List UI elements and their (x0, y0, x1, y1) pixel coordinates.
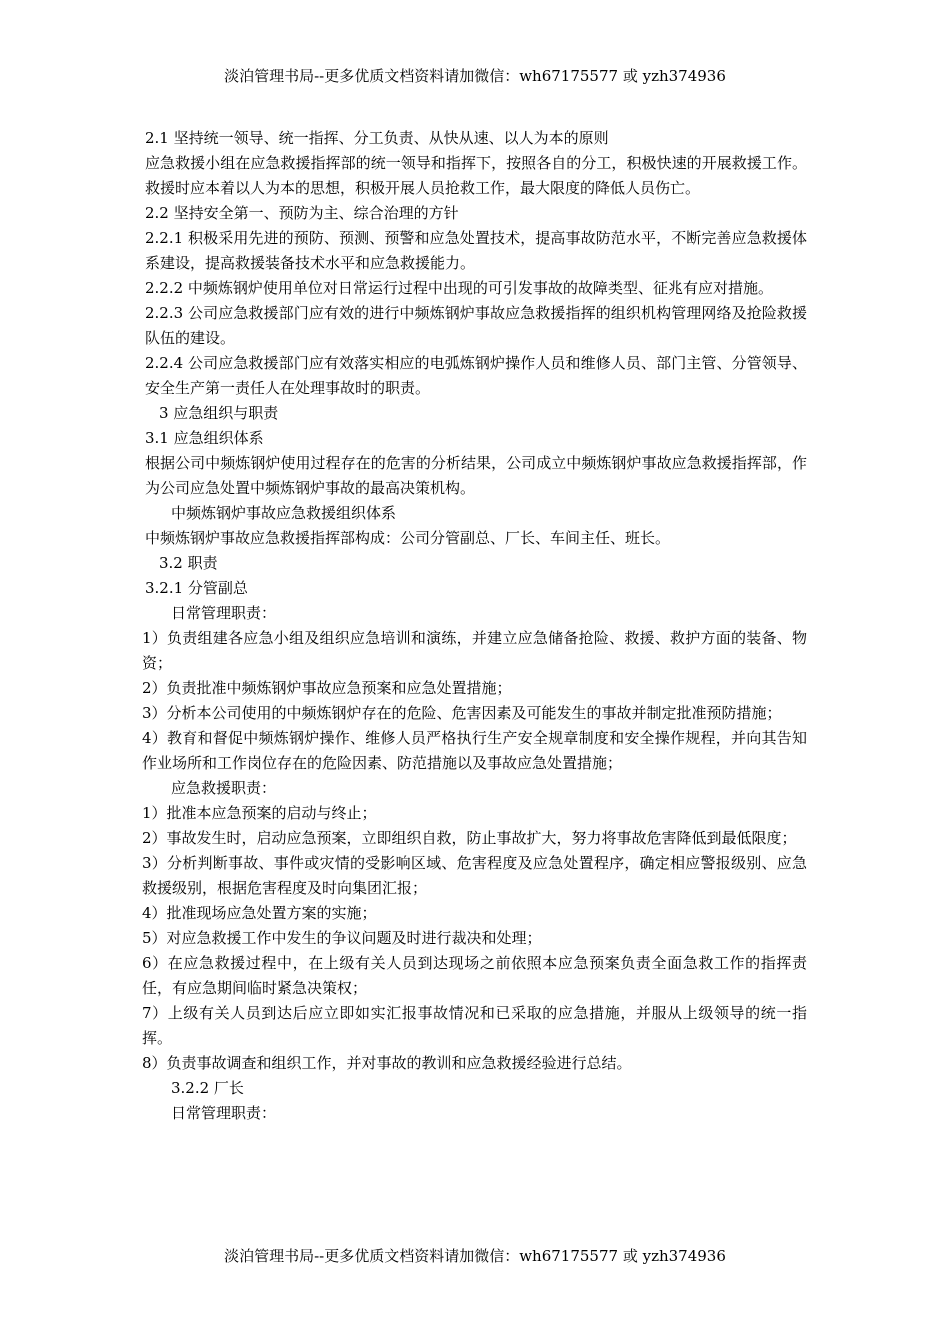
paragraph: 3.2.2 厂长 (171, 1079, 244, 1097)
paragraph: 1）批准本应急预案的启动与终止； (142, 804, 377, 822)
paragraph: 1）负责组建各应急小组及组织应急培训和演练，并建立应急储备抢险、救援、救护方面的装备、物资； (142, 629, 807, 672)
paragraph: 3）分析判断事故、事件或灾情的受影响区域、危害程度及应急处置程序，确定相应警报级别、应急救援级别，根据危害程度及时向集团汇报； (142, 854, 807, 897)
paragraph: 6）在应急救援过程中，在上级有关人员到达现场之前依照本应急预案负责全面急救工作的指挥责任，有应急期间临时紧急决策权； (142, 954, 807, 997)
page-footer: 淡泊管理书局--更多优质文档资料请加微信：wh67175577 或 yzh374936 (224, 1247, 726, 1265)
paragraph: 应急救援小组在应急救援指挥部的统一领导和指挥下，按照各自的分工，积极快速的开展救援工作。救援时应本着以人为本的思想，积极开展人员抢救工作，最大限度的降低人员伤亡。 (145, 154, 807, 197)
paragraph: 日常管理职责： (171, 604, 277, 622)
paragraph: 3）分析本公司使用的中频炼钢炉存在的危险、危害因素及可能发生的事故并制定批准预防措施； (142, 704, 782, 722)
paragraph: 2）负责批准中频炼钢炉事故应急预案和应急处置措施； (142, 679, 512, 697)
paragraph: 应急救援职责： (171, 779, 277, 797)
paragraph: 3 应急组织与职责 (159, 404, 279, 422)
page-header: 淡泊管理书局--更多优质文档资料请加微信：wh67175577 或 yzh374936 (224, 67, 726, 85)
paragraph: 日常管理职责： (171, 1104, 277, 1122)
paragraph: 2.2.4 公司应急救援部门应有效落实相应的电弧炼钢炉操作人员和维修人员、部门主管、分管领导、安全生产第一责任人在处理事故时的职责。 (145, 354, 807, 397)
paragraph: 中频炼钢炉事故应急救援指挥部构成：公司分管副总、厂长、车间主任、班长。 (145, 529, 671, 547)
paragraph: 2.2.3 公司应急救援部门应有效的进行中频炼钢炉事故应急救援指挥的组织机构管理网络及抢险救援队伍的建设。 (145, 304, 807, 347)
paragraph: 2.2.1 积极采用先进的预防、预测、预警和应急处置技术，提高事故防范水平，不断完善应急救援体系建设，提高救援装备技术水平和应急救援能力。 (145, 229, 807, 272)
paragraph: 中频炼钢炉事故应急救援组织体系 (171, 504, 397, 522)
paragraph: 2.1 坚持统一领导、统一指挥、分工负责、从快从速、以人为本的原则 (145, 129, 609, 147)
paragraph: 7）上级有关人员到达后应立即如实汇报事故情况和已采取的应急措施，并服从上级领导的统一指挥。 (142, 1004, 807, 1047)
paragraph: 2.2.2 中频炼钢炉使用单位对日常运行过程中出现的可引发事故的故障类型、征兆有应对措施。 (145, 279, 773, 297)
paragraph: 2.2 坚持安全第一、预防为主、综合治理的方针 (145, 204, 459, 222)
paragraph: 8）负责事故调查和组织工作，并对事故的教训和应急救援经验进行总结。 (142, 1054, 632, 1072)
paragraph: 根据公司中频炼钢炉使用过程存在的危害的分析结果，公司成立中频炼钢炉事故应急救援指挥部，作为公司应急处置中频炼钢炉事故的最高决策机构。 (145, 454, 807, 497)
paragraph: 3.2.1 分管副总 (145, 579, 248, 597)
paragraph: 3.2 职责 (159, 554, 218, 572)
document-body (142, 126, 807, 1126)
paragraph: 4）批准现场应急处置方案的实施； (142, 904, 377, 922)
paragraph: 5）对应急救援工作中发生的争议问题及时进行裁决和处理； (142, 929, 542, 947)
paragraph: 2）事故发生时，启动应急预案，立即组织自救，防止事故扩大，努力将事故危害降低到最低限度； (142, 829, 797, 847)
paragraph: 3.1 应急组织体系 (145, 429, 264, 447)
paragraph: 4）教育和督促中频炼钢炉操作、维修人员严格执行生产安全规章制度和安全操作规程，并向其告知作业场所和工作岗位存在的危险因素、防范措施以及事故应急处置措施； (142, 729, 807, 772)
